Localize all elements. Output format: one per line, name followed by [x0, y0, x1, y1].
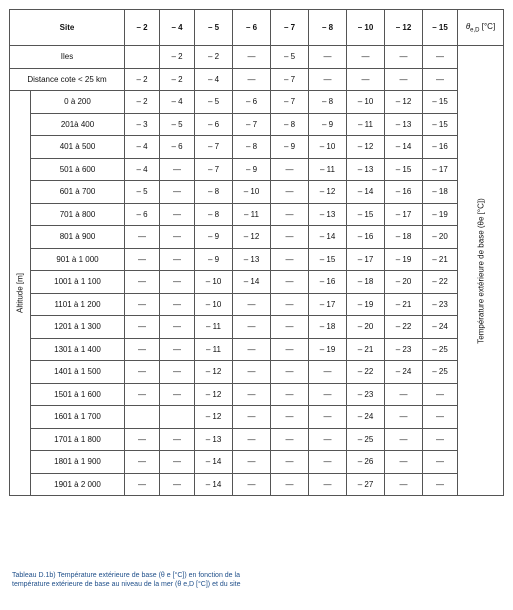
table-cell: – 11	[347, 113, 385, 136]
table-cell: – 2	[195, 46, 233, 69]
table-cell: —	[423, 383, 458, 406]
table-row	[10, 383, 504, 406]
table-cell: – 2	[160, 68, 195, 91]
table-row	[10, 428, 504, 451]
table-cell: – 13	[385, 113, 423, 136]
table-cell: – 26	[347, 451, 385, 474]
table-row	[10, 203, 504, 226]
table-cell: —	[271, 158, 309, 181]
altitude-range: 501 à 600	[31, 158, 125, 181]
base-temperature-label: Température extérieure de base (θe [°C])	[476, 197, 485, 344]
table-cell: – 9	[271, 136, 309, 159]
table-cell: – 7	[195, 136, 233, 159]
table-cell: —	[160, 451, 195, 474]
table-cell: – 14	[233, 271, 271, 294]
table-cell: —	[347, 46, 385, 69]
col-header: – 2	[125, 10, 160, 46]
table-cell: —	[271, 226, 309, 249]
table-cell: – 21	[423, 248, 458, 271]
table-cell: —	[233, 316, 271, 339]
table-cell: —	[271, 203, 309, 226]
table-cell: – 24	[423, 316, 458, 339]
table-cell: —	[385, 68, 423, 91]
theta-subscript: e,D	[470, 27, 480, 34]
table-cell: – 9	[309, 113, 347, 136]
table-cell: —	[309, 361, 347, 384]
table-cell: —	[423, 46, 458, 69]
table-cell: – 27	[347, 473, 385, 496]
theta-symbol: θ	[465, 21, 471, 31]
row-label: Distance cote < 25 km	[10, 68, 125, 91]
table-cell: – 24	[385, 361, 423, 384]
table-row	[10, 473, 504, 496]
table-cell: – 8	[309, 91, 347, 114]
table-cell: – 14	[195, 473, 233, 496]
table-cell: —	[125, 338, 160, 361]
table-cell: —	[423, 406, 458, 429]
table-cell: – 7	[233, 113, 271, 136]
table-cell: – 8	[233, 136, 271, 159]
table-cell: – 6	[125, 203, 160, 226]
col-header: – 6	[233, 10, 271, 46]
table-cell: —	[309, 451, 347, 474]
table-cell: —	[271, 473, 309, 496]
table-cell: —	[125, 473, 160, 496]
table-row	[10, 406, 504, 429]
table-cell: —	[309, 428, 347, 451]
table-cell: – 12	[309, 181, 347, 204]
table-cell: – 16	[309, 271, 347, 294]
table-cell: —	[271, 383, 309, 406]
table-cell: – 24	[347, 406, 385, 429]
table-cell: —	[233, 473, 271, 496]
altitude-range: 1901 à 2 000	[31, 473, 125, 496]
table-cell: – 13	[195, 428, 233, 451]
table-cell: – 25	[347, 428, 385, 451]
table-cell: – 17	[385, 203, 423, 226]
table-cell: – 18	[423, 181, 458, 204]
table-cell: – 10	[195, 271, 233, 294]
table-cell: —	[309, 406, 347, 429]
table-cell: – 4	[160, 91, 195, 114]
theta-header	[458, 10, 504, 46]
table-row	[10, 271, 504, 294]
table-cell: – 2	[160, 46, 195, 69]
table-cell: – 21	[385, 293, 423, 316]
table-cell: – 10	[195, 293, 233, 316]
table-cell: – 11	[233, 203, 271, 226]
table-cell: – 9	[233, 158, 271, 181]
table-cell: – 10	[347, 91, 385, 114]
table-cell: —	[309, 473, 347, 496]
table-cell: —	[423, 473, 458, 496]
table-cell: – 10	[233, 181, 271, 204]
table-cell: – 15	[385, 158, 423, 181]
table-cell: – 15	[347, 203, 385, 226]
table-cell: —	[160, 271, 195, 294]
table-cell: – 16	[347, 226, 385, 249]
table-cell: – 23	[423, 293, 458, 316]
table-cell: —	[385, 46, 423, 69]
table-cell: – 22	[385, 316, 423, 339]
table-cell: – 14	[195, 451, 233, 474]
table-cell: —	[423, 428, 458, 451]
table-cell: —	[233, 68, 271, 91]
altitude-range: 601 à 700	[31, 181, 125, 204]
table-cell: —	[125, 271, 160, 294]
table-cell: – 23	[385, 338, 423, 361]
table-cell: – 12	[385, 91, 423, 114]
table-row	[10, 226, 504, 249]
table-cell: —	[160, 203, 195, 226]
table-cell: —	[423, 451, 458, 474]
table-row	[10, 46, 504, 69]
table-cell: – 18	[385, 226, 423, 249]
table-cell: – 6	[160, 136, 195, 159]
table-header-row	[10, 10, 504, 46]
table-cell: —	[233, 293, 271, 316]
table-cell: – 4	[195, 68, 233, 91]
table-cell: —	[233, 361, 271, 384]
table-cell: – 12	[347, 136, 385, 159]
table-cell: —	[271, 451, 309, 474]
table-cell: —	[271, 428, 309, 451]
table-cell: —	[125, 451, 160, 474]
table-cell: – 5	[271, 46, 309, 69]
table-cell: – 9	[195, 226, 233, 249]
table-cell: – 4	[125, 158, 160, 181]
table-cell: – 16	[423, 136, 458, 159]
table-row	[10, 451, 504, 474]
table-cell: —	[271, 293, 309, 316]
table-cell	[125, 406, 160, 429]
table-cell: – 13	[347, 158, 385, 181]
table-cell: – 9	[195, 248, 233, 271]
table-cell: —	[160, 383, 195, 406]
table-cell: —	[385, 428, 423, 451]
table-cell: —	[347, 68, 385, 91]
table-cell: —	[233, 451, 271, 474]
table-cell: – 20	[423, 226, 458, 249]
altitude-range: 1501 à 1 600	[31, 383, 125, 406]
table-cell: – 3	[125, 113, 160, 136]
table-row	[10, 293, 504, 316]
table-cell: – 14	[309, 226, 347, 249]
table-cell: – 18	[347, 271, 385, 294]
table-cell: —	[160, 181, 195, 204]
table-cell: – 20	[385, 271, 423, 294]
table-cell: – 22	[423, 271, 458, 294]
altitude-label-cell	[10, 91, 31, 496]
table-cell: – 13	[309, 203, 347, 226]
table-cell: —	[233, 338, 271, 361]
table-row	[10, 338, 504, 361]
table-cell: —	[160, 248, 195, 271]
table-cell: —	[423, 68, 458, 91]
table-cell: – 17	[347, 248, 385, 271]
table-cell: – 12	[233, 226, 271, 249]
temperature-table	[9, 9, 504, 496]
table-cell: – 7	[195, 158, 233, 181]
altitude-label: Altitude [m]	[15, 272, 25, 314]
table-cell: – 15	[423, 113, 458, 136]
site-header: Site	[10, 10, 125, 46]
table-cell: —	[233, 428, 271, 451]
altitude-range: 701 à 800	[31, 203, 125, 226]
table-cell: —	[160, 361, 195, 384]
table-cell: – 25	[423, 361, 458, 384]
table-cell: —	[160, 158, 195, 181]
altitude-range: 1601 à 1 700	[31, 406, 125, 429]
altitude-range: 901 à 1 000	[31, 248, 125, 271]
table-cell: —	[271, 316, 309, 339]
table-cell: – 2	[125, 91, 160, 114]
table-cell: – 17	[309, 293, 347, 316]
altitude-range: 801 à 900	[31, 226, 125, 249]
table-cell: – 19	[347, 293, 385, 316]
table-cell: – 7	[271, 68, 309, 91]
table-cell: – 23	[347, 383, 385, 406]
table-cell: – 5	[195, 91, 233, 114]
table-cell: – 25	[423, 338, 458, 361]
altitude-range: 1201 à 1 300	[31, 316, 125, 339]
table-cell: —	[271, 248, 309, 271]
col-header: – 8	[309, 10, 347, 46]
table-cell: —	[125, 316, 160, 339]
table-cell: —	[125, 293, 160, 316]
table-cell: – 19	[385, 248, 423, 271]
table-cell: – 11	[195, 316, 233, 339]
altitude-range: 0 à 200	[31, 91, 125, 114]
table-caption: Tableau D.1b) Température extérieure de base (θ e [°C]) en fonction de la température extérieure de base au niveau de la mer (θ e,D [°C]) et du site	[12, 572, 241, 588]
table-cell: —	[385, 383, 423, 406]
table-cell: – 12	[195, 383, 233, 406]
theta-unit: [°C]	[479, 21, 496, 31]
table-cell: —	[160, 226, 195, 249]
table-row	[10, 158, 504, 181]
table-cell: —	[271, 361, 309, 384]
table-cell: —	[160, 338, 195, 361]
table-cell: —	[385, 473, 423, 496]
table-cell: – 12	[195, 406, 233, 429]
table-cell: – 8	[271, 113, 309, 136]
table-cell: – 16	[385, 181, 423, 204]
table-row	[10, 361, 504, 384]
altitude-range: 401 à 500	[31, 136, 125, 159]
table-cell: – 18	[309, 316, 347, 339]
table-cell: —	[271, 338, 309, 361]
table-cell: – 15	[309, 248, 347, 271]
table-cell: – 22	[347, 361, 385, 384]
altitude-range: 1301 à 1 400	[31, 338, 125, 361]
altitude-range: 1101 à 1 200	[31, 293, 125, 316]
table-cell: —	[385, 451, 423, 474]
col-header: – 5	[195, 10, 233, 46]
table-cell: – 17	[423, 158, 458, 181]
altitude-range: 1401 à 1 500	[31, 361, 125, 384]
table-cell: – 11	[309, 158, 347, 181]
table-cell: – 8	[195, 181, 233, 204]
table-cell: – 11	[195, 338, 233, 361]
table-cell: – 5	[125, 181, 160, 204]
table-cell: – 6	[233, 91, 271, 114]
table-cell: —	[160, 428, 195, 451]
table-cell	[160, 406, 195, 429]
table-row	[10, 316, 504, 339]
table-cell: —	[271, 181, 309, 204]
table-cell: —	[309, 68, 347, 91]
table-cell: —	[125, 383, 160, 406]
table-cell: —	[271, 271, 309, 294]
col-header: – 7	[271, 10, 309, 46]
table-cell: —	[309, 383, 347, 406]
table-cell: —	[233, 46, 271, 69]
table-cell: —	[125, 361, 160, 384]
table-cell: —	[385, 406, 423, 429]
table-cell: —	[271, 406, 309, 429]
table-cell: – 21	[347, 338, 385, 361]
table-cell: —	[233, 383, 271, 406]
table-row	[10, 113, 504, 136]
table-row	[10, 68, 504, 91]
altitude-range: 1701 à 1 800	[31, 428, 125, 451]
altitude-range: 1801 à 1 900	[31, 451, 125, 474]
altitude-range: 201à 400	[31, 113, 125, 136]
table-row	[10, 181, 504, 204]
table-cell: —	[309, 46, 347, 69]
altitude-range: 1001 à 1 100	[31, 271, 125, 294]
table-cell: —	[125, 428, 160, 451]
table-cell: —	[160, 316, 195, 339]
row-label: Iles	[10, 46, 125, 69]
table-cell: – 19	[309, 338, 347, 361]
table-cell: – 19	[423, 203, 458, 226]
table-cell: – 13	[233, 248, 271, 271]
col-header: – 15	[423, 10, 458, 46]
table-cell: – 20	[347, 316, 385, 339]
table-cell: —	[160, 473, 195, 496]
table-cell: – 14	[385, 136, 423, 159]
table-cell: —	[125, 226, 160, 249]
col-header: – 12	[385, 10, 423, 46]
table-cell: – 10	[309, 136, 347, 159]
table-cell: – 5	[160, 113, 195, 136]
table-row	[10, 136, 504, 159]
table-cell: – 7	[271, 91, 309, 114]
table-cell: —	[233, 406, 271, 429]
table-cell: – 12	[195, 361, 233, 384]
col-header: – 4	[160, 10, 195, 46]
col-header: – 10	[347, 10, 385, 46]
table-cell: – 6	[195, 113, 233, 136]
table-cell: —	[125, 248, 160, 271]
base-temperature-label-cell	[458, 46, 504, 496]
table-cell: – 2	[125, 68, 160, 91]
table-row	[10, 248, 504, 271]
table-cell: —	[160, 293, 195, 316]
table-cell: – 4	[125, 136, 160, 159]
table-cell: – 8	[195, 203, 233, 226]
table-cell: – 15	[423, 91, 458, 114]
table-row	[10, 91, 504, 114]
table-cell: – 14	[347, 181, 385, 204]
table-cell	[125, 46, 160, 69]
